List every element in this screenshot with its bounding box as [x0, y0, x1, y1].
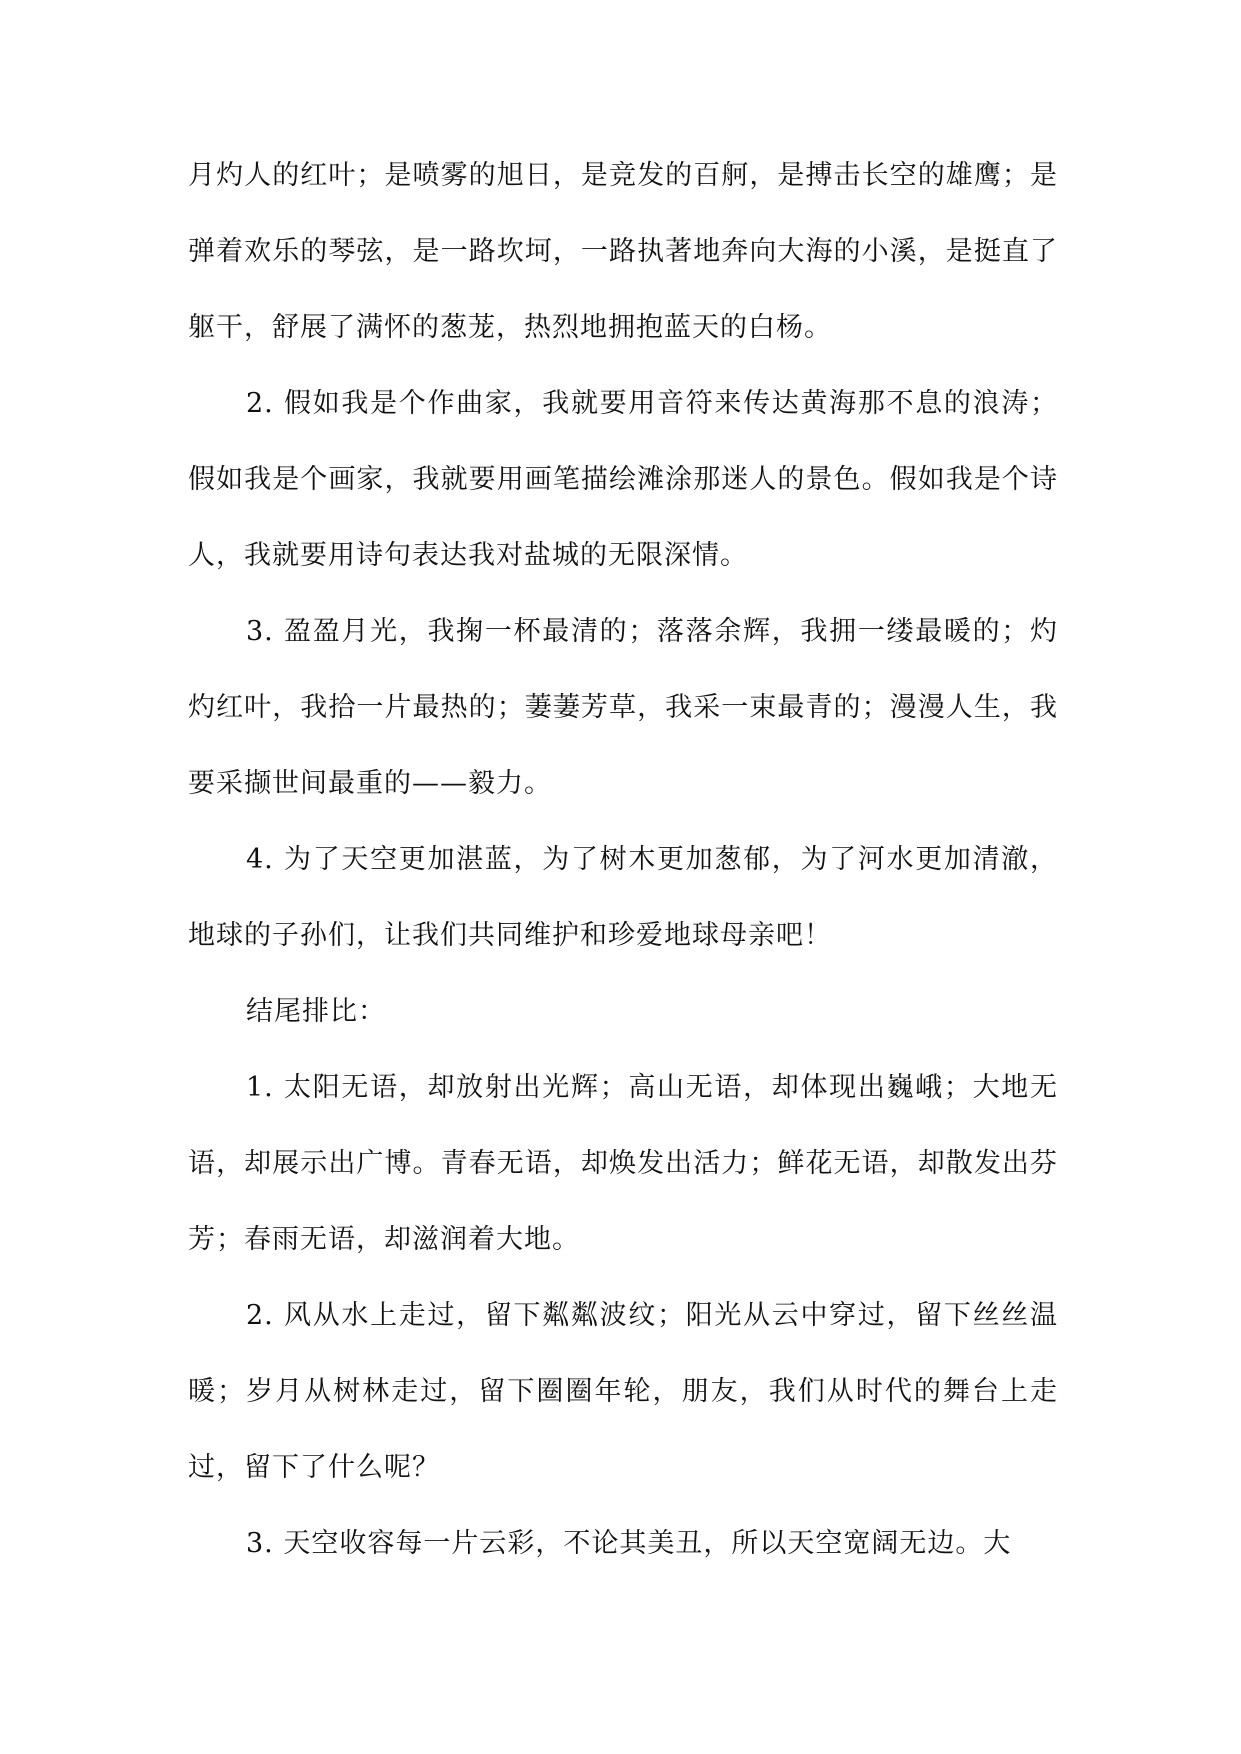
paragraph-item-2-ending: 2. 风从水上走过，留下粼粼波纹；阳光从云中穿过，留下丝丝温暖；岁月从树林走过，留下圈圈年轮，朋友，我们从时代的舞台上走过，留下了什么呢？ [188, 1300, 1058, 1483]
paragraph-item-2-opening: 2. 假如我是个作曲家，我就要用音符来传达黄海那不息的浪涛；假如我是个画家，我就要用画笔描绘滩涂那迷人的景色。假如我是个诗人，我就要用诗句表达我对盐城的无限深情。 [188, 388, 1058, 571]
section-heading-ending-parallelism: 结尾排比： [246, 996, 386, 1027]
paragraph-continuation: 月灼人的红叶；是喷雾的旭日，是竞发的百舸，是搏击长空的雄鹰；是弹着欢乐的琴弦，是一路坎坷，一路执著地奔向大海的小溪，是挺直了躯干，舒展了满怀的葱茏，热烈地拥抱蓝天的白杨。 [188, 160, 1058, 343]
paragraph-item-3-ending: 3. 天空收容每一片云彩，不论其美丑，所以天空宽阔无边。大 [246, 1528, 1012, 1559]
paragraph-item-3-opening: 3. 盈盈月光，我掬一杯最清的；落落余辉，我拥一缕最暖的；灼灼红叶，我拾一片最热的；萋萋芳草，我采一束最青的；漫漫人生，我要采撷世间最重的——毅力。 [188, 616, 1058, 799]
document-body [188, 138, 1058, 1582]
paragraph-item-1-ending: 1. 太阳无语，却放射出光辉；高山无语，却体现出巍峨；大地无语，却展示出广博。青春无语，却焕发出活力；鲜花无语，却散发出芬芳；春雨无语，却滋润着大地。 [188, 1072, 1058, 1255]
paragraph-item-4-opening: 4. 为了天空更加湛蓝，为了树木更加葱郁，为了河水更加清澈，地球的子孙们，让我们共同维护和珍爱地球母亲吧！ [188, 844, 1058, 951]
